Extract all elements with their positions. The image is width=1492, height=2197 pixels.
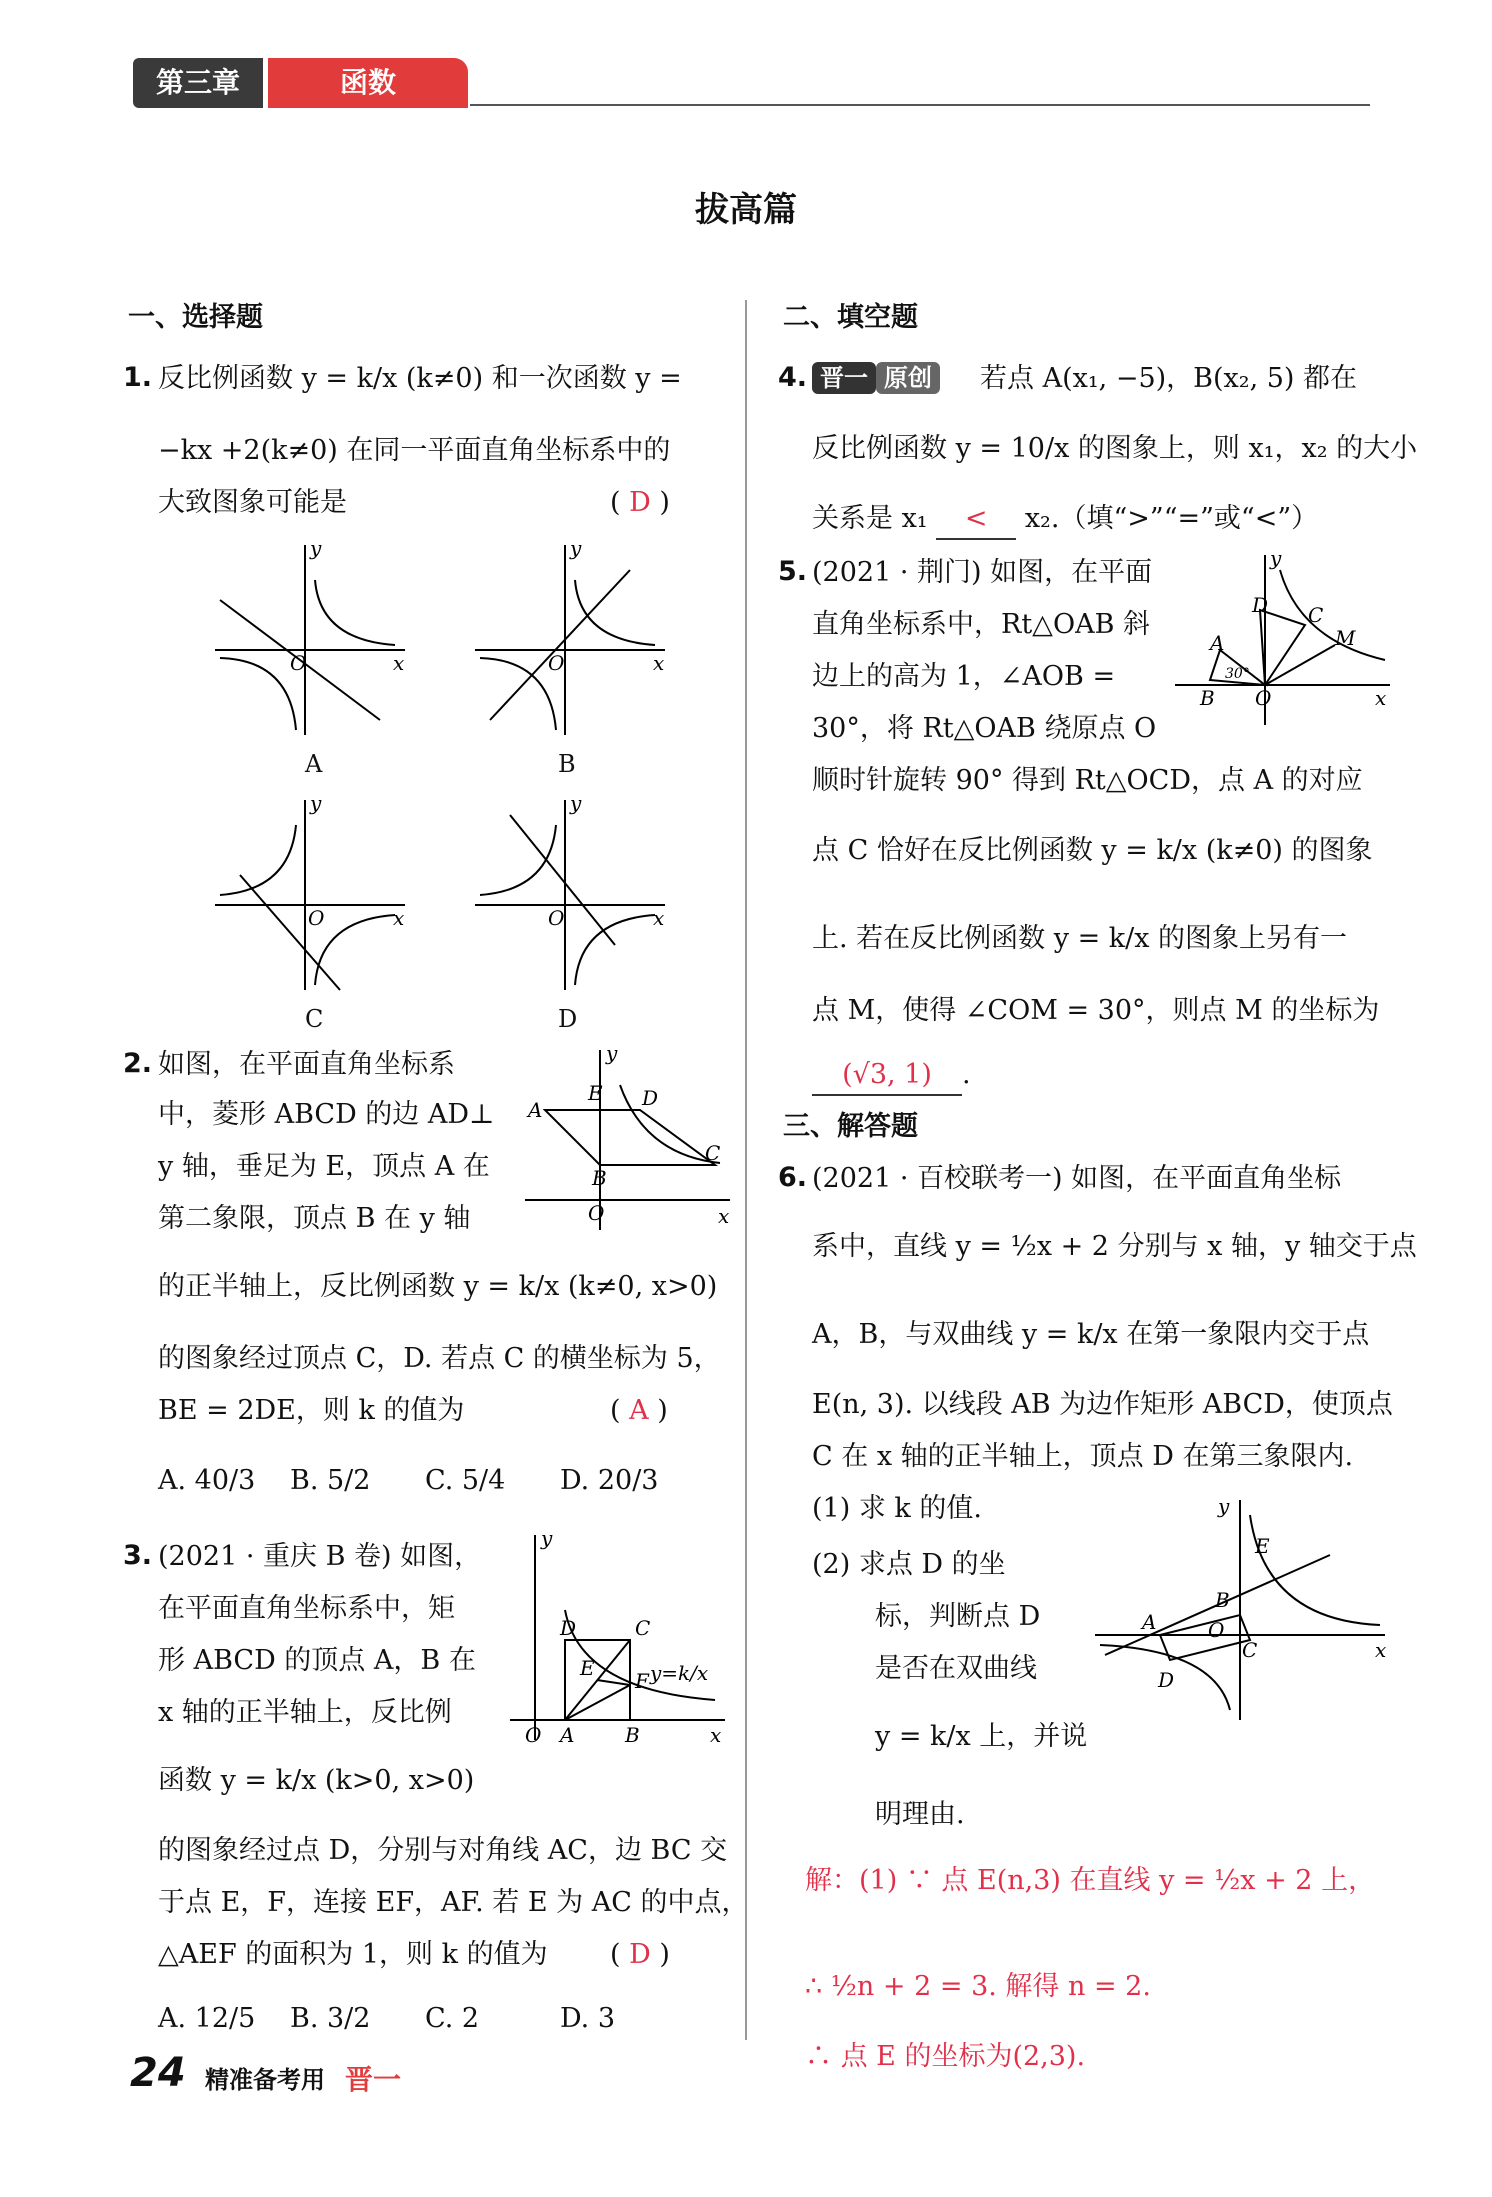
q1-answer: D (629, 487, 651, 518)
svg-text:y: y (1270, 550, 1282, 570)
svg-text:y: y (1218, 1495, 1230, 1518)
q6-line2: 系中，直线 y = ½x + 2 分别与 x 轴，y 轴交于点 (812, 1231, 1417, 1262)
section-solve: 三、解答题 (783, 1111, 918, 1142)
q4-line2: 反比例函数 y = 10/x 的图象上，则 x₁，x₂ 的大小 (812, 433, 1418, 464)
svg-text:A: A (1210, 631, 1225, 655)
q4-tags (812, 358, 940, 393)
q4-line3 (812, 500, 1318, 540)
q2-figure (520, 1045, 735, 1235)
q6-line3: A，B，与双曲线 y = k/x 在第一象限内交于点 (812, 1319, 1370, 1350)
q3-option-c: C. 2 (425, 2003, 480, 2034)
chapter-label: 第三章 (133, 58, 263, 108)
svg-text:E: E (580, 1656, 595, 1680)
q6-figure (1090, 1495, 1390, 1725)
q4-number: 4. (778, 362, 808, 393)
svg-text:C: C (635, 1616, 651, 1640)
page-title: 拔高篇 (695, 190, 797, 230)
svg-text:D: D (560, 1616, 577, 1640)
q2-answer: A (629, 1395, 649, 1426)
svg-text:M: M (1335, 626, 1356, 650)
q3-line4: x 轴的正半轴上，反比例 (158, 1697, 452, 1728)
q3-line2: 在平面直角坐标系中，矩 (158, 1593, 455, 1624)
svg-text:D: D (1252, 593, 1269, 617)
q3-line1: (2021 · 重庆 B 卷) 如图， (158, 1541, 482, 1572)
q5-line8: 点 M，使得 ∠COM = 30°，则点 M 的坐标为 (812, 995, 1380, 1026)
svg-text:B: B (1215, 1588, 1230, 1612)
q1-number: 1. (123, 362, 153, 393)
q4-line3-a: 关系是 x₁ (812, 503, 928, 534)
q3-option-a: A. 12/5 (158, 2003, 256, 2034)
footer-brand: 晋一 (345, 2063, 402, 2096)
q6-part2-b: 标，判断点 D (875, 1601, 1041, 1632)
svg-text:C: C (1308, 603, 1324, 627)
header-rule (470, 104, 1370, 106)
svg-text:O: O (290, 651, 307, 675)
q5-line4: 30°，将 Rt△OAB 绕原点 O (812, 713, 1157, 744)
q1-answer-bracket: ( D ) (610, 487, 670, 518)
q5-line2: 直角坐标系中，Rt△OAB 斜 (812, 609, 1151, 640)
svg-text:O: O (588, 1201, 605, 1225)
svg-text:y: y (570, 795, 582, 815)
q1-caption-d: D (558, 1005, 578, 1033)
q4-answer: < (936, 500, 1016, 540)
q5-line3: 边上的高为 1，∠AOB = (812, 661, 1116, 692)
svg-text:y=k/x: y=k/x (650, 1661, 709, 1685)
q3-option-d: D. 3 (560, 2003, 616, 2034)
q6-line5: C 在 x 轴的正半轴上，顶点 D 在第三象限内. (812, 1441, 1354, 1472)
q6-solution-line1: 解：(1) ∵ 点 E(n,3) 在直线 y = ½x + 2 上， (805, 1865, 1376, 1896)
q6-solution-line3: ∴ 点 E 的坐标为(2,3). (805, 2041, 1086, 2072)
q1-caption-b: B (558, 750, 576, 778)
q2-line4: 第二象限，顶点 B 在 y 轴 (158, 1203, 471, 1234)
q5-line1: (2021 · 荆门) 如图，在平面 (812, 557, 1153, 588)
svg-text:O: O (1255, 686, 1272, 710)
q3-figure (505, 1530, 730, 1750)
svg-text:B: B (625, 1723, 640, 1747)
q2-line1: 如图，在平面直角坐标系 (158, 1049, 455, 1080)
svg-text:x: x (1375, 686, 1387, 710)
q3-number: 3. (123, 1540, 153, 1571)
q5-line6: 点 C 恰好在反比例函数 y = k/x (k≠0) 的图象 (812, 835, 1373, 866)
svg-text:O: O (1208, 1618, 1225, 1642)
q6-line1: (2021 · 百校联考一) 如图，在平面直角坐标 (812, 1163, 1342, 1194)
q2-line6: 的图象经过顶点 C，D. 若点 C 的横坐标为 5， (158, 1343, 721, 1374)
q3-answer-bracket: ( D ) (610, 1939, 670, 1970)
q2-option-a: A. 40/3 (158, 1465, 256, 1496)
q3-line3: 形 ABCD 的顶点 A，B 在 (158, 1645, 476, 1676)
svg-text:C: C (1242, 1638, 1258, 1662)
svg-text:E: E (588, 1081, 603, 1105)
svg-text:y: y (310, 540, 322, 560)
svg-text:x: x (393, 651, 405, 675)
q5-line5: 顺时针旋转 90° 得到 Rt△OCD，点 A 的对应 (812, 765, 1363, 796)
q3-line8: △AEF 的面积为 1，则 k 的值为 (158, 1939, 548, 1970)
q1-line1: 反比例函数 y = k/x (k≠0) 和一次函数 y = (158, 363, 682, 394)
q4-tag-jinyi: 晋一 (812, 362, 876, 394)
svg-text:x: x (718, 1204, 730, 1228)
q6-part2-a: (2) 求点 D 的坐 (812, 1549, 1006, 1580)
section-fill: 二、填空题 (783, 302, 918, 333)
svg-text:C: C (705, 1141, 721, 1165)
q3-answer: D (629, 1939, 651, 1970)
svg-text:A: A (560, 1723, 575, 1747)
svg-text:E: E (1255, 1534, 1270, 1558)
svg-text:F: F (635, 1669, 649, 1693)
q1-graph-d (470, 795, 670, 995)
svg-text:x: x (653, 906, 665, 930)
q2-option-c: C. 5/4 (425, 1465, 506, 1496)
q2-answer-bracket: ( A ) (610, 1395, 668, 1426)
q4-tag-original: 原创 (876, 362, 940, 394)
q5-number: 5. (778, 556, 808, 587)
svg-text:O: O (525, 1723, 542, 1747)
svg-text:x: x (710, 1723, 722, 1747)
q1-line3: 大致图象可能是 (158, 487, 347, 518)
q4-line3-b: x₂.（填“>”“=”或“<”） (1024, 503, 1319, 534)
q2-number: 2. (123, 1048, 153, 1079)
svg-text:D: D (1158, 1668, 1175, 1692)
q4-line1: 若点 A(x₁, −5)，B(x₂, 5) 都在 (980, 363, 1358, 394)
column-divider (745, 300, 747, 2040)
q1-graph-c (210, 795, 410, 995)
section-choice: 一、选择题 (128, 302, 263, 333)
q6-solution-line2: ∴ ½n + 2 = 3. 解得 n = 2. (805, 1971, 1151, 2002)
q1-caption-a: A (305, 750, 323, 778)
q6-part2-c: 是否在双曲线 (875, 1653, 1037, 1684)
footer-text: 精准备考用 (205, 2066, 325, 2094)
q6-part2-e: 明理由. (875, 1799, 965, 1830)
svg-text:y: y (606, 1045, 618, 1065)
q5-answer: (√3, 1) (812, 1056, 962, 1096)
q1-caption-c: C (305, 1005, 324, 1033)
q2-option-d: D. 20/3 (560, 1465, 659, 1496)
svg-text:B: B (1200, 686, 1215, 710)
q2-line2: 中，菱形 ABCD 的边 AD⊥ (158, 1099, 495, 1130)
svg-text:y: y (310, 795, 322, 815)
q3-option-b: B. 3/2 (290, 2003, 371, 2034)
svg-text:y: y (570, 540, 582, 560)
svg-text:30°: 30° (1225, 666, 1250, 682)
svg-text:x: x (393, 906, 405, 930)
svg-text:O: O (308, 906, 325, 930)
q1-graph-a (210, 540, 410, 740)
svg-text:O: O (548, 906, 565, 930)
q3-line7: 于点 E，F，连接 EF，AF. 若 E 为 AC 的中点， (158, 1887, 749, 1918)
q1-line2: −kx +2(k≠0) 在同一平面直角坐标系中的 (158, 435, 671, 466)
q5-figure (1170, 550, 1395, 730)
q6-part1: (1) 求 k 的值. (812, 1493, 982, 1524)
svg-text:O: O (548, 651, 565, 675)
q3-line6: 的图象经过点 D，分别与对角线 AC，边 BC 交 (158, 1835, 728, 1866)
page-number: 24 (130, 2050, 186, 2096)
q1-graph-b (470, 540, 670, 740)
q2-line5: 的正半轴上，反比例函数 y = k/x (k≠0, x>0) (158, 1271, 718, 1302)
q2-line3: y 轴，垂足为 E，顶点 A 在 (158, 1151, 490, 1182)
svg-text:y: y (541, 1530, 553, 1550)
q2-line7: BE = 2DE，则 k 的值为 (158, 1395, 465, 1426)
svg-text:D: D (642, 1086, 659, 1110)
svg-text:B: B (592, 1166, 607, 1190)
q6-number: 6. (778, 1162, 808, 1193)
svg-text:A: A (528, 1098, 543, 1122)
topic-label: 函数 (268, 58, 468, 108)
q6-part2-d: y = k/x 上，并说 (875, 1721, 1088, 1752)
q2-option-b: B. 5/2 (290, 1465, 371, 1496)
q3-line5: 函数 y = k/x (k>0, x>0) (158, 1765, 475, 1796)
q6-line4: E(n, 3). 以线段 AB 为边作矩形 ABCD，使顶点 (812, 1389, 1393, 1420)
q5-answer-line: (√3, 1) . (812, 1056, 971, 1096)
svg-text:x: x (653, 651, 665, 675)
svg-text:x: x (1375, 1638, 1387, 1662)
svg-text:A: A (1142, 1610, 1157, 1634)
q5-line7: 上. 若在反比例函数 y = k/x 的图象上另有一 (812, 923, 1348, 954)
